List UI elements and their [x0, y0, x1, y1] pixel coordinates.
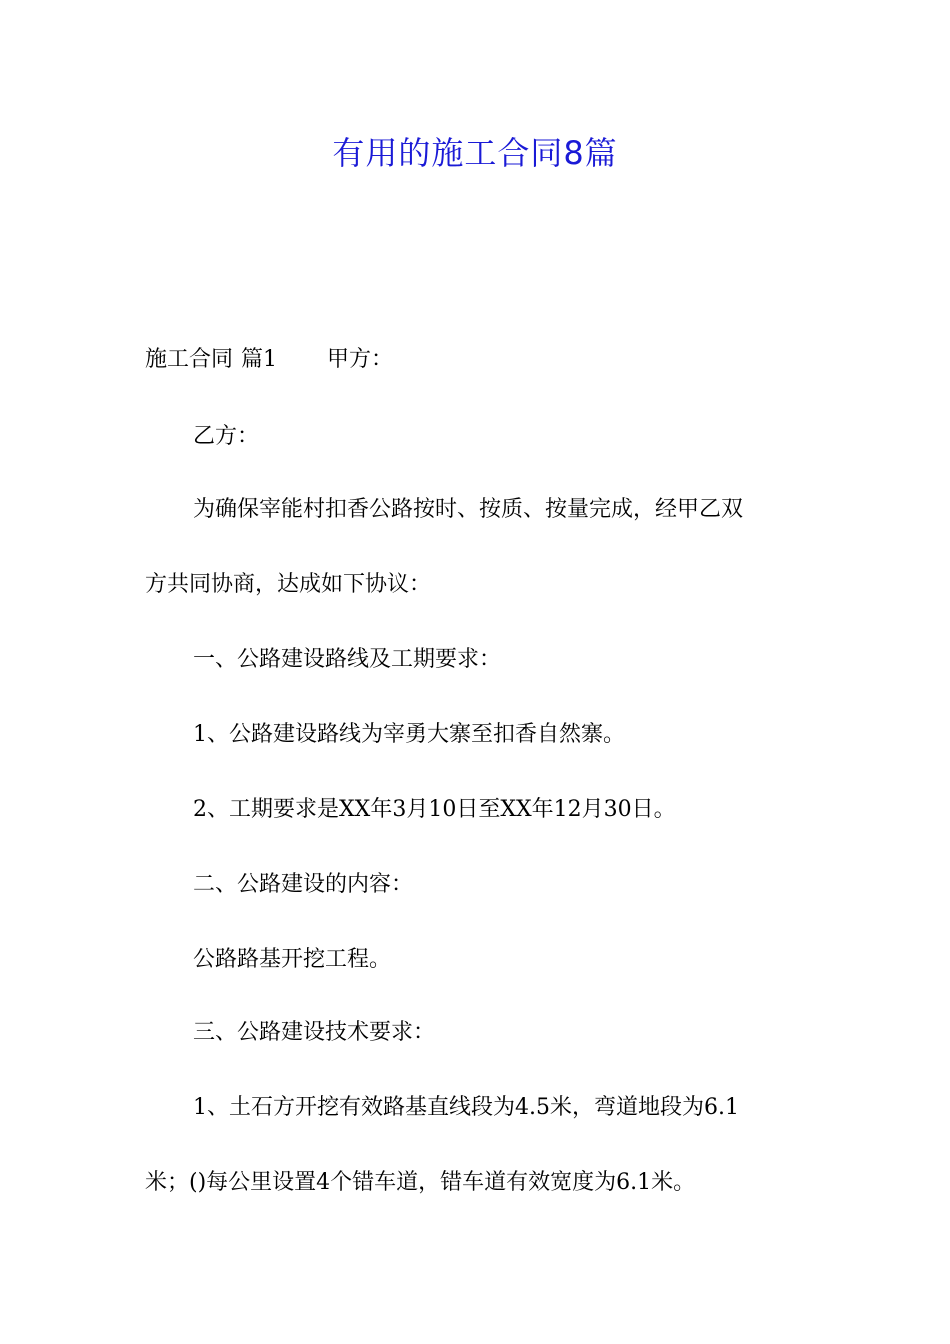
article-label: 篇1 — [241, 347, 278, 372]
party-b-label: 乙方： — [193, 424, 260, 449]
party-a-label: 甲方： — [327, 347, 394, 372]
heading-line — [145, 340, 950, 380]
clause-3-1-line-2: 米；()每公里设置4个错车道，错车道有效宽度为6.1米。 — [145, 1170, 696, 1195]
clause-3-1-line-1: 1、土石方开挖有效路基直线段为4.5米，弯道地段为6.1 — [193, 1095, 739, 1120]
clause-1-1: 1、公路建设路线为宰勇大寨至扣香自然寨。 — [193, 722, 625, 747]
section-title: 施工合同 — [145, 347, 234, 372]
clause-1-2: 2、工期要求是XX年3月10日至XX年12月30日。 — [193, 797, 676, 822]
section-heading-3: 三、公路建设技术要求： — [193, 1020, 436, 1045]
section-heading-1: 一、公路建设路线及工期要求： — [193, 647, 502, 672]
document-title: 有用的施工合同8篇 — [332, 134, 618, 172]
section-heading-2: 二、公路建设的内容： — [193, 872, 414, 897]
clause-2-1: 公路路基开挖工程。 — [193, 947, 392, 972]
paragraph-intro-line-2: 方共同协商，达成如下协议： — [145, 572, 432, 597]
paragraph-intro-line-1: 为确保宰能村扣香公路按时、按质、按量完成，经甲乙双 — [193, 497, 744, 522]
